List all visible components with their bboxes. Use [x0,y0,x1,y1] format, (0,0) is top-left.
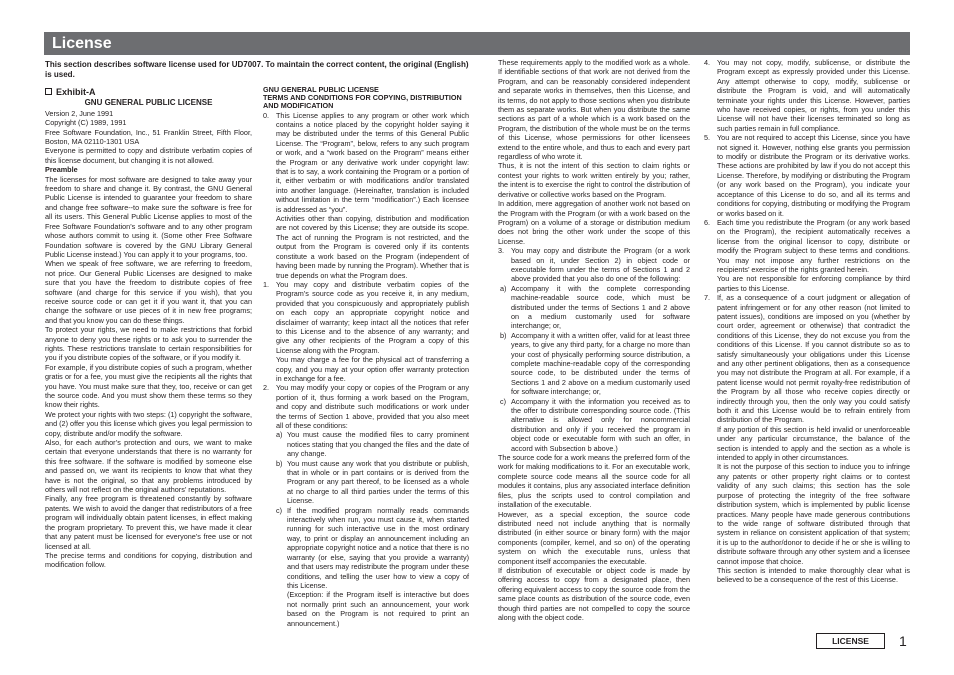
section-0 [263,111,469,214]
gnu-title: GNU GENERAL PUBLIC LICENSE [84,98,213,108]
sub-label: b) [276,458,283,468]
fsf-address: Free Software Foundation, Inc., 51 Franklin Street, Fifth Floor, Boston, MA 02110-1301 USA [45,127,252,147]
col3-p1: These requirements apply to the modified work as a whole. If identifiable sections of that work are not derived from the Program, and can be reasonably considered independent and separate works in themselves, then this License, and its terms, do not apply to those sections when you distribute them as separate works. But when you distribute the same sections as part of a whole which is a work based on the Program, the distribution of the whole must be on the terms of this License, whose permissions for other licensees extend to the entire whole, and thus to each and every part regardless of who wrote it. [498,58,690,162]
sub-text: Accompany it with the complete corresponding machine-readable source code, which must be distributed under the terms of Sections 1 and 2 above on a medium customarily used for software interchange; or, [511,283,690,331]
section-text: You may modify your copy or copies of the Program or any portion of it, thus forming a work based on the Program, and copy and distribute such modifications or work under the terms of Section 1 above, provided that you also meet all of these conditions: [276,383,469,431]
sub-text: Accompany it with the information you received as to the offer to distribute corresponding source code. (This alternative is allowed only for noncommercial distribution and only if you received the program in object code or executable form with such an offer, in accord with Subsection b above.) [511,396,690,453]
section-number: 4. [704,58,711,67]
section-text: You may not copy, modify, sublicense, or distribute the Program except as expressly provided under this License. Any attempt otherwise to copy, modify, sublicense or distribute the Program is void, and will automatically terminate your rights under this License. However, parties who have received copies, or rights, from you under this License will not have their licenses terminated so long as such parties remain in full compliance. [717,58,910,133]
preamble-heading: Preamble [45,165,78,175]
section-2-c [263,506,469,591]
section-6-continued: You are not responsible for enforcing compliance by third parties to this License. [717,274,910,293]
preamble-p6: Also, for each author’s protection and ours, we want to make certain that everyone understands that there is no warranty for this free software. If the software is modified by someone else and passed on, we want its recipients to know that what they have is not the original, so that any problems introduced by others will not reflect on the original authors’ reputations. [45,438,252,495]
section-6 [704,218,910,274]
sub-label: a) [500,283,507,293]
section-4 [704,58,910,133]
section-text: You may copy and distribute the Program (or a work based on it, under Section 2) in object code or executable form under the terms of Sections 1 and 2 above provided that you also do one of the following: [511,246,690,284]
section-text: This License applies to any program or other work which contains a notice placed by the copyright holder saying it may be distributed under the terms of this General Public License. The “Program”, below, refers to any such program or work, and a “work based on the Program” means either the Program or any derivative work under copyright law: that is to say, a work containing the Program or a portion of it, either verbatim or with modifications and/or translated into another language. (Hereinafter, translation is included without limitation in the term “modification”.) Each licensee is addressed as “you”. [276,110,469,214]
footer-section-tab: LICENSE [816,633,885,649]
everyone-permitted: Everyone is permitted to copy and distribute verbatim copies of this license document, but changing it is not allowed. [45,146,252,165]
preamble-p5: We protect your rights with two steps: (1) copyright the software, and (2) offer you this license which gives you legal permission to copy, distribute and/or modify the software. [45,409,252,438]
exhibit-label: Exhibit-A [56,87,96,97]
section-2 [263,383,469,430]
section-number: 0. [263,110,270,120]
section-3 [498,246,690,284]
column-3 [498,58,690,622]
col3-p6: If distribution of executable or object code is made by offering access to copy from a designated place, then offering equivalent access to copy the source code from the same place counts as distribution of the source code, even though third parties are not compelled to copy the source along with the object code. [498,565,690,622]
section-number: 3. [498,246,505,256]
column-2 [263,86,469,628]
section-0-continued: Activities other than copying, distribution and modification are not covered by this License; they are outside its scope. The act of running the Program is not restricted, and the output from the Program is covered only if its contents constitute a work based on the Program (independent of having been made by running the Program). Whether that is true depends on what the Program does. [276,214,469,280]
col3-p2: Thus, it is not the intent of this section to claim rights or contest your rights to work written entirely by you; rather, the intent is to exercise the right to control the distribution of derivative or collective works based on the Program. [498,161,690,199]
section-number: 5. [704,133,711,143]
section-7-continued-1: If any portion of this section is held invalid or unenforceable under any particular circumstance, the balance of the section is intended to apply and the section as a whole is intended to apply in other circumstances. [717,424,910,463]
section-1-continued: You may charge a fee for the physical act of transferring a copy, and you may at your option offer warranty protection in exchange for a fee. [276,355,469,383]
preamble-p2: When we speak of free software, we are referring to freedom, not price. Our General Public Licenses are designed to make sure that you have the freedom to distribute copies of free software (and charge for this service if you wish), that you receive source code or can get it if you want it, that you can change the software or use pieces of it in new free programs; and that you know you can do these things. [45,259,252,325]
section-text: You may copy and distribute verbatim copies of the Program’s source code as you receive it, in any medium, provided that you conspicuously and appropriately publish on each copy an appropriate copyright notice and disclaimer of warranty; keep intact all the notices that refer to this License and to the absence of any warranty; and give any other recipients of the Program a copy of this License along with the Program. [276,279,469,355]
page-number: 1 [899,633,907,649]
section-number: 6. [704,217,711,227]
sub-text: You must cause any work that you distribute or publish, that in whole or in part contains or is derived from the Program or any part thereof, to be licensed as a whole at no charge to all third parties under the terms of this License. [287,458,469,506]
terms-heading-2: TERMS AND CONDITIONS FOR COPYING, DISTRIBUTION AND MODIFICATION [263,93,462,111]
section-text: If, as a consequence of a court judgment or allegation of patent infringement or for any other reason (not limited to patent issues), conditions are imposed on you (whether by court order, agreement or otherwise) that contradict the conditions of this License, they do not excuse you from the conditions of this License. If you cannot distribute so as to satisfy simultaneously your obligations under this License and any other pertinent obligations, then as a consequence you may not distribute the Program at all. For example, if a patent license would not permit royalty-free redistribution of the Program by all those who receive copies directly or indirectly through you, then the only way you could satisfy both it and this License would be to refrain entirely from distribution of the Program. [717,293,910,425]
sub-text: If the modified program normally reads commands interactively when run, you must cause it, when started running for such interactive use in the most ordinary way, to print or display an announcement including an appropriate copyright notice and a notice that there is no warranty (or else, saying that you provide a warranty) and that users may redistribute the program under these conditions, and telling the user how to view a copy of this License. [287,505,469,590]
exhibit-heading [45,88,252,97]
col3-p5: However, as a special exception, the source code distributed need not include anything that is normally distributed (in either source or binary form) with the major components (compiler, kernel, and so on) of the operating system on which the executable runs, unless that component itself accompanies the executable. [498,509,690,566]
section-2-c-exception: (Exception: if the Program itself is interactive but does not normally print such an announcement, your work based on the Program is not required to print an announcement.) [287,590,469,628]
section-number: 7. [704,293,711,303]
section-title-bar [44,32,910,55]
section-3-c [498,397,690,453]
page-title: License [52,35,112,52]
preamble-p1: The licenses for most software are designed to take away your freedom to share and change it. By contrast, the GNU General Public License is intended to guarantee your freedom to share and change free software--to make sure the software is free for all its users. This General Public License applies to most of the Free Software Foundation’s software and to any other program whose authors commit to using it. (Some other Free Software Foundation software is covered by the GNU Library General Public License instead.) You can apply it to your programs, too. [45,174,252,259]
preamble-p3: To protect your rights, we need to make restrictions that forbid anyone to deny you these rights or to ask you to surrender the rights. These restrictions translate to certain responsibilities for you if you distribute copies of the software, or if you modify it. [45,325,252,363]
sub-text: Accompany it with a written offer, valid for at least three years, to give any third party, for a charge no more than your cost of physically performing source distribution, a complete machine-readable copy of the corresponding source code, to be distributed under the terms of Sections 1 and 2 above on a medium customarily used for software interchange; or, [511,330,690,397]
sub-label: c) [276,505,283,515]
preamble-p8: The precise terms and conditions for copying, distribution and modification follow. [45,550,252,570]
intro-text: This section describes software license used for UD7007. To maintain the correct content, the original (English) is used. [45,60,469,79]
version: Version 2, June 1991 [45,108,114,118]
section-5 [704,133,910,218]
section-7 [704,293,910,425]
section-7-continued-3: This section is intended to make thoroughly clear what is believed to be a consequence of the rest of this License. [717,565,910,585]
col3-p3: In addition, mere aggregation of another work not based on the Program with the Program (or with a work based on the Program) on a volume of a storage or distribution medium does not bring the other work under the scope of this License. [498,199,690,246]
checkbox-square-icon [45,88,52,95]
col3-p4: The source code for a work means the preferred form of the work for making modifications to it. For an executable work, complete source code means all the source code for all modules it contains, plus any associated interface definition files, plus the scripts used to control compilation and installation of the executable. [498,453,690,510]
sub-label: b) [500,330,507,340]
sub-text: You must cause the modified files to carry prominent notices stating that you changed the files and the date of any change. [287,430,469,459]
section-number: 2. [263,383,270,393]
section-number: 1. [263,279,270,289]
section-2-a [263,430,469,458]
sub-label: a) [276,430,283,440]
sub-label: c) [500,396,507,406]
section-text: You are not required to accept this License, since you have not signed it. However, nothing else grants you permission to modify or distribute the Program or its derivative works. These actions are prohibited by law if you do not accept this License. Therefore, by modifying or distributing the Program (or any work based on the Program), you indicate your acceptance of this License to do so, and all its terms and conditions for copying, distributing or modifying the Program or works based on it. [717,133,910,218]
column-1 [45,88,252,570]
section-7-continued-2: It is not the purpose of this section to induce you to infringe any patents or other property right claims or to contest validity of any such claims; this section has the sole purpose of protecting the integrity of the free software distribution system, which is implemented by public license practices. Many people have made generous contributions to the wide range of software distributed through that system in reliance on consistent application of that system; it is up to the author/donor to decide if he or she is willing to distribute software through any other system and a licensee cannot impose that choice. [717,462,910,566]
section-3-a [498,284,690,331]
preamble-p7: Finally, any free program is threatened constantly by software patents. We wish to avoid the danger that redistributors of a free program will individually obtain patent licenses, in effect making the program proprietary. To prevent this, we have made it clear that any patent must be licensed for everyone’s free use or not licensed at all. [45,494,252,551]
section-1 [263,280,469,355]
section-3-b [498,331,690,397]
section-text: Each time you redistribute the Program (or any work based on the Program), the recipient automatically receives a license from the original licensor to copy, distribute or modify the Program subject to these terms and conditions. You may not impose any further restrictions on the recipients’ exercise of the rights granted herein. [717,217,910,274]
terms-heading-1: GNU GENERAL PUBLIC LICENSE [263,85,379,94]
copyright: Copyright (C) 1989, 1991 [45,118,127,128]
column-4 [704,58,910,585]
section-2-b [263,459,469,506]
preamble-p4: For example, if you distribute copies of such a program, whether gratis or for a fee, you must give the recipients all the rights that you have. You must make sure that they, too, receive or can get the source code. And you must show them these terms so they know their rights. [45,362,252,410]
